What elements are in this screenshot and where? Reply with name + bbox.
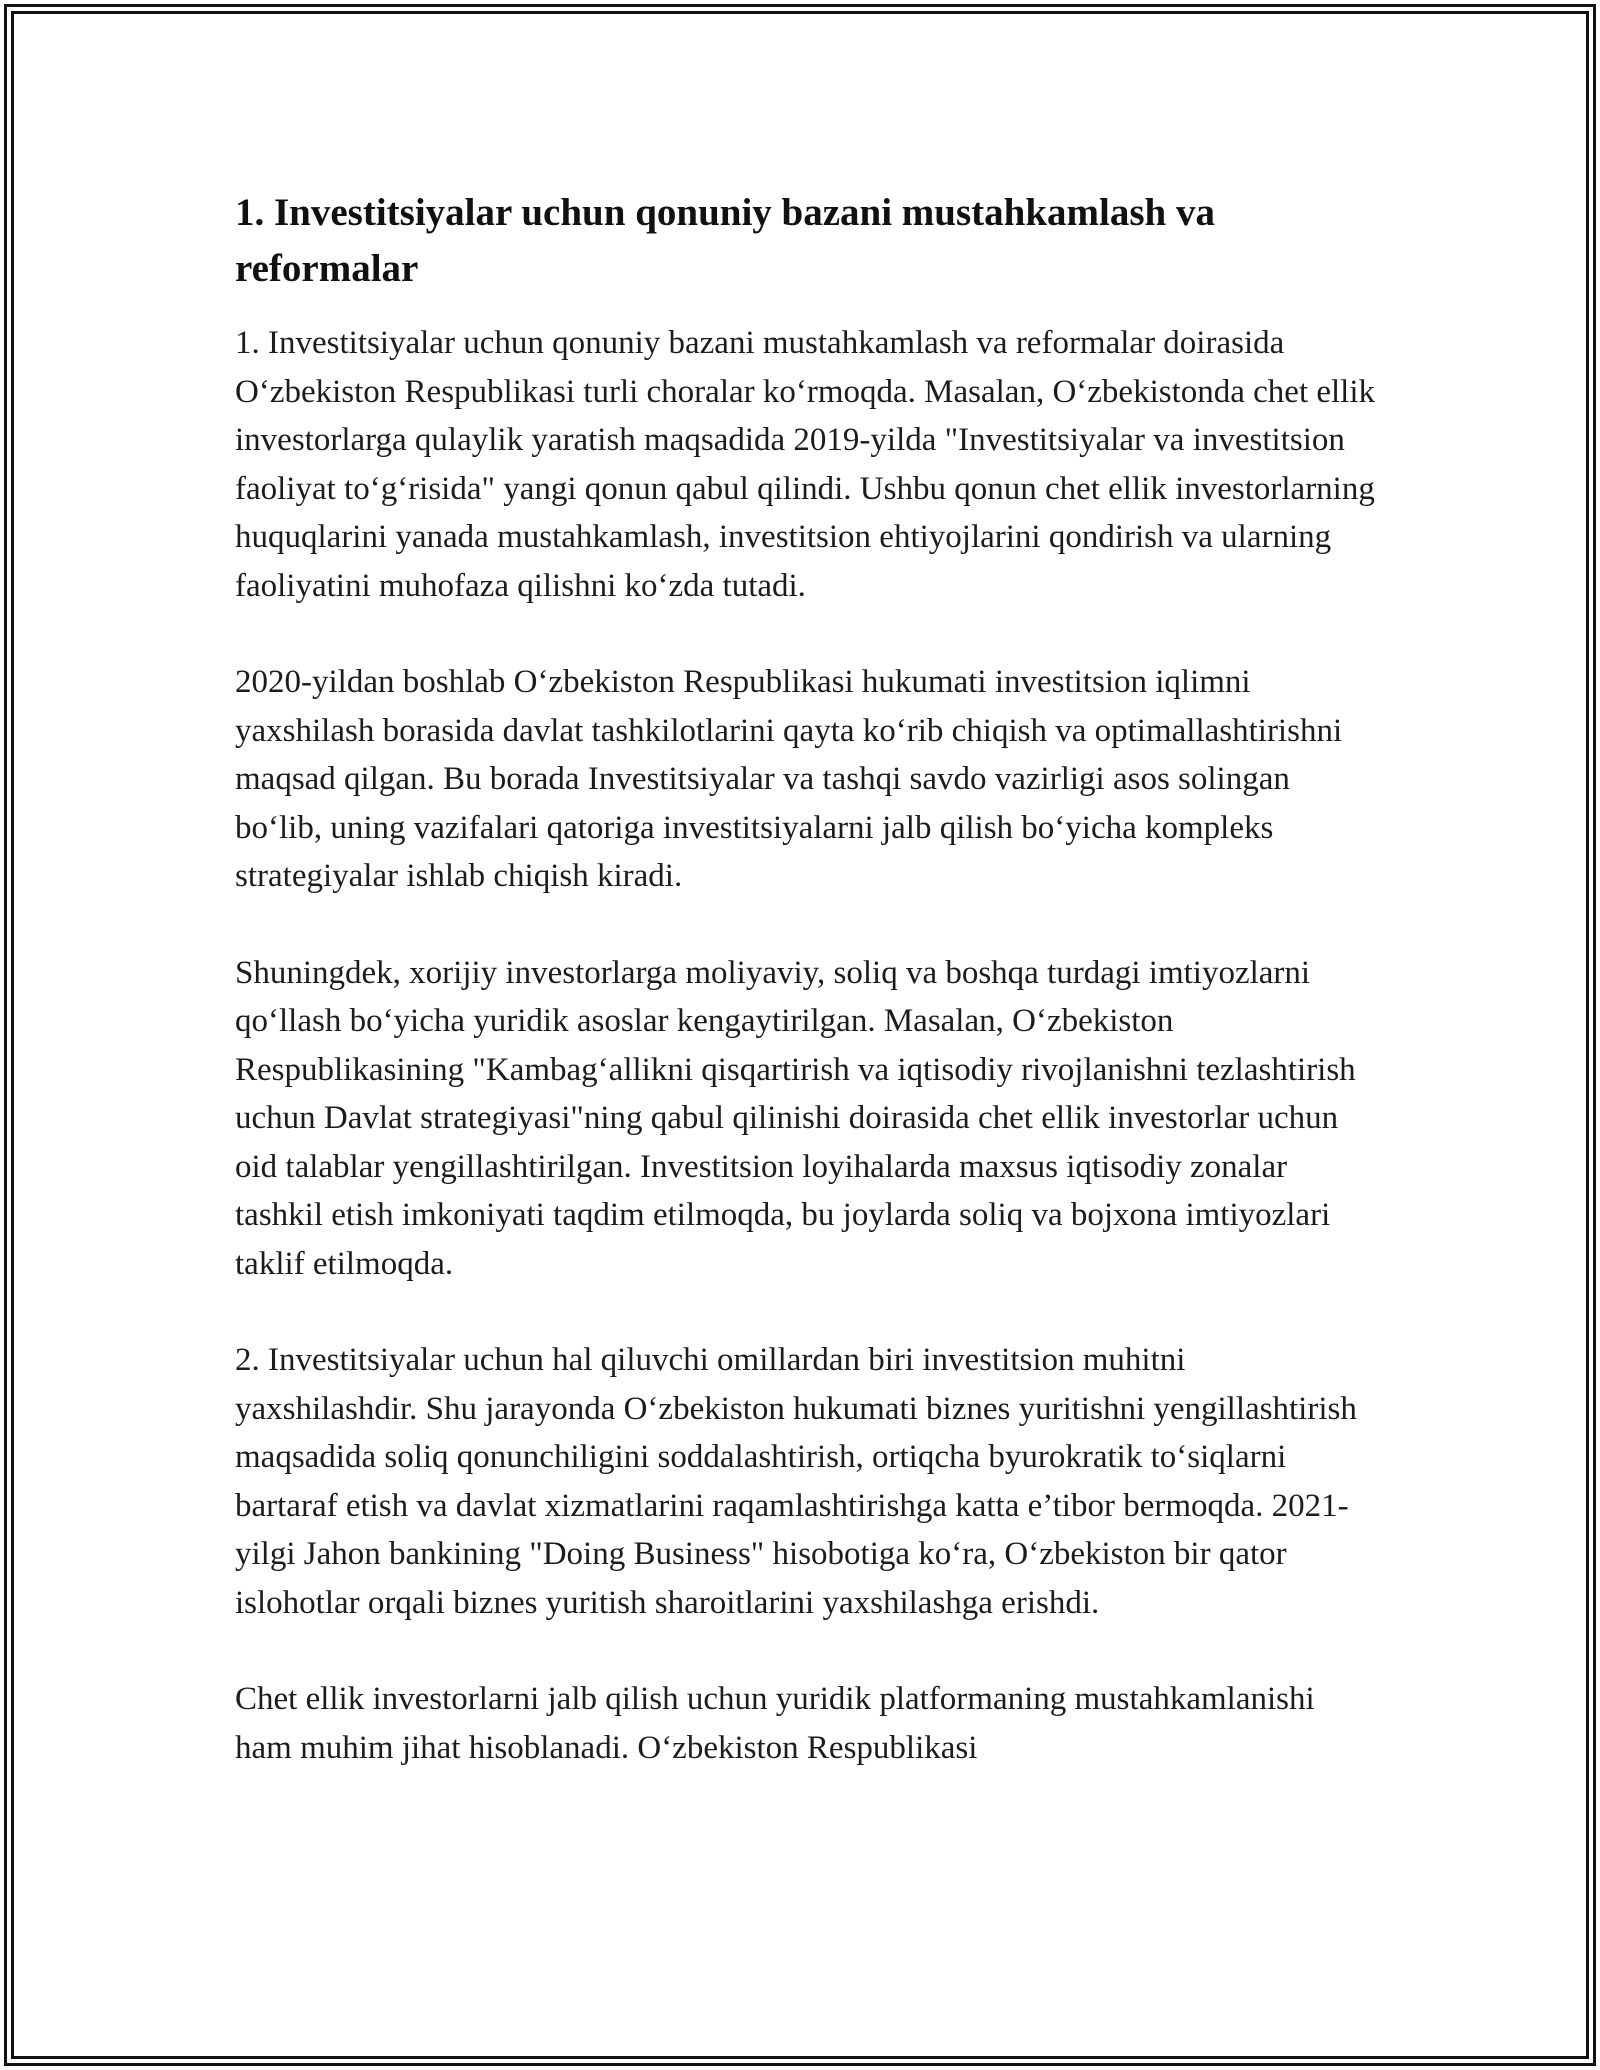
paragraph-3: Shuningdek, xorijiy investorlarga moliyaviy, soliq va boshqa turdagi imtiyozlarni qo‘llash bo‘yicha yuridik asoslar kengaytirilgan. Masalan, O‘zbekiston Respublikasining "Kambag‘allikni qisqartirish va iqtisodiy rivojlanishni tezlashtirish uchun Davlat strategiyasi"ning qabul qilinishi doirasida chet ellik investorlar uchun oid talablar yengillashtirilgan. Investitsion loyihalarda maxsus iqtisodiy zonalar tashkil etish imkoniyati taqdim etilmoqda, bu joylarda soliq va bojxona imtiyozlari taklif etilmoqda. <box>235 954 1356 1282</box>
section-heading: 1. Investitsiyalar uchun qonuniy bazani mustahkamlash va reformalar <box>235 191 1215 290</box>
paragraph-5: Chet ellik investorlarni jalb qilish uchun yuridik platformaning mustahkamlanishi ham muhim jihat hisoblanadi. O‘zbekiston Respublikasi <box>235 1681 1315 1766</box>
paragraph-2: 2020-yildan boshlab O‘zbekiston Respublikasi hukumati investitsion iqlimni yaxshilash borasida davlat tashkilotlarini qayta ko‘rib chiqish va optimallashtirishni maqsad qilgan. Bu borada Investitsiyalar va tashqi savdo vazirligi asos solingan bo‘lib, uning vazifalari qatoriga investitsiyalarni jalb qilish bo‘yicha kompleks strategiyalar ishlab chiqish kiradi. <box>235 664 1343 894</box>
document-body <box>235 185 1375 1820</box>
paragraph-1: 1. Investitsiyalar uchun qonuniy bazani mustahkamlash va reformalar doirasida O‘zbekiston Respublikasi turli choralar ko‘rmoqda. Masalan, O‘zbekistonda chet ellik investorlarga qulaylik yaratish maqsadida 2019-yilda "Investitsiyalar va investitsion faoliyat to‘g‘risida" yangi qonun qabul qilindi. Ushbu qonun chet ellik investorlarning huquqlarini yanada mustahkamlash, investitsion ehtiyojlarini qondirish va ularning faoliyatini muhofaza qilishni ko‘zda tutadi. <box>235 325 1376 604</box>
paragraph-4: 2. Investitsiyalar uchun hal qiluvchi omillardan biri investitsion muhitni yaxshilashdir. Shu jarayonda O‘zbekiston hukumati biznes yuritishni yengillashtirish maqsadida soliq qonunchiligini soddalashtirish, ortiqcha byurokratik to‘siqlarni bartaraf etish va davlat xizmatlarini raqamlashtirishga katta e’tibor bermoqda. 2021-yilgi Jahon bankining "Doing Business" hisobotiga ko‘ra, O‘zbekiston bir qator islohotlar orqali biznes yuritish sharoitlarini yaxshilashga erishdi. <box>235 1342 1357 1621</box>
